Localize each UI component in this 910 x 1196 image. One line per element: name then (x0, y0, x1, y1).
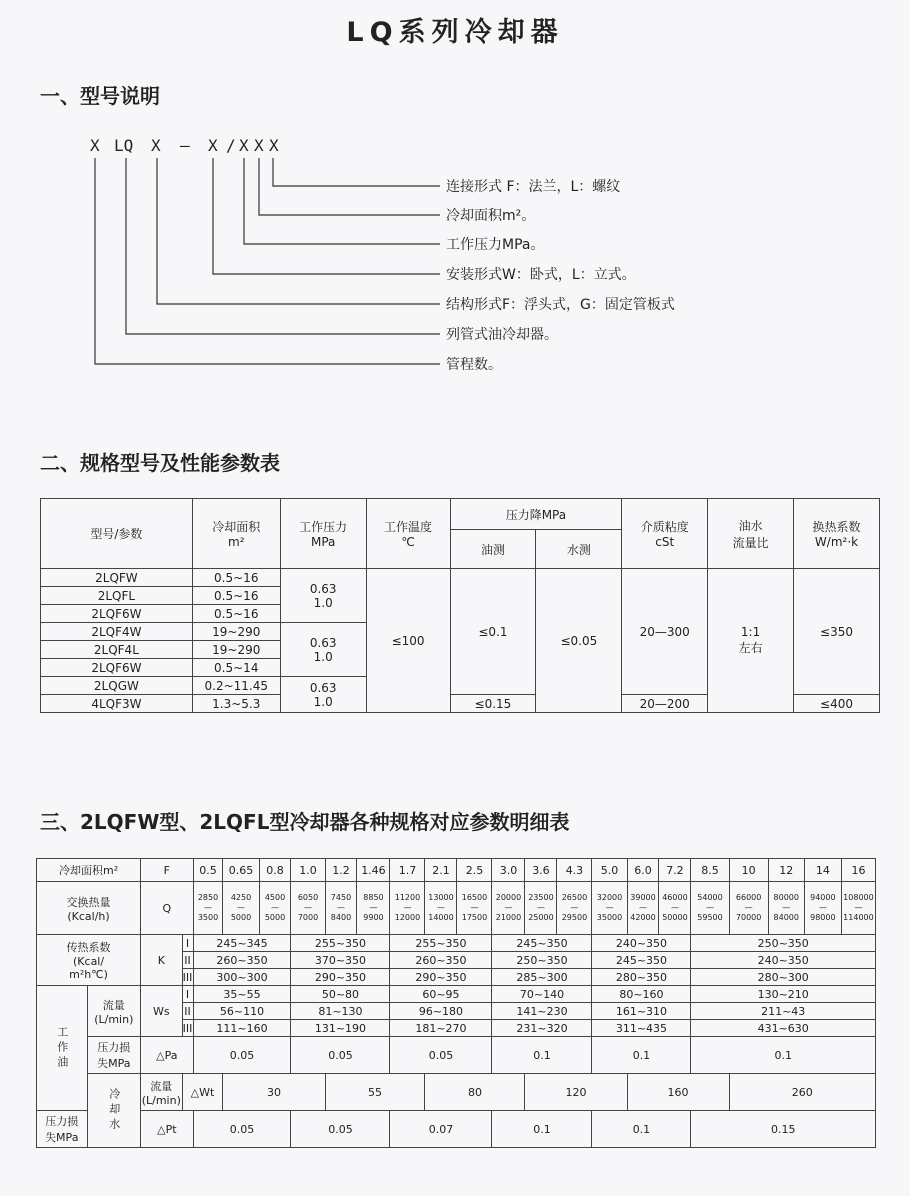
area-value: 7.2 (659, 859, 691, 882)
heat-range: 32000 — 35000 (592, 882, 627, 935)
code-part: X (239, 136, 249, 155)
area-value: 14 (804, 859, 841, 882)
area-value: 0.65 (223, 859, 259, 882)
k-value: 240~350 (592, 935, 691, 952)
code-part: X (208, 136, 218, 155)
header-visc: 介质粘度 cSt (622, 499, 708, 569)
area-cell: 0.2~11.45 (192, 677, 280, 695)
ws-value: 50~80 (291, 986, 390, 1003)
ws-value: 96~180 (390, 1003, 492, 1020)
pressure-cell: 0.63 1.0 (280, 623, 366, 677)
section2-heading: 二、规格型号及性能参数表 (40, 451, 280, 475)
k-value: 260~350 (193, 952, 291, 969)
wt-symbol: △Wt (182, 1074, 223, 1111)
oil-loss-label: 压力损 失MPa (87, 1037, 141, 1074)
pressure-cell: 0.63 1.0 (280, 677, 366, 713)
code-part: — (180, 136, 190, 155)
oil-drop-cell: ≤0.1 (450, 569, 536, 695)
k-value: 290~350 (390, 969, 492, 986)
area-cell: 0.5~14 (192, 659, 280, 677)
area-value: 5.0 (592, 859, 627, 882)
k-value: 245~350 (592, 952, 691, 969)
oil-drop-cell: ≤0.15 (450, 695, 536, 713)
section1-heading: 一、型号说明 (40, 84, 160, 108)
header-area: 冷却面积 m² (192, 499, 280, 569)
ws-value: 60~95 (390, 986, 492, 1003)
oil-group-label: 工作油 (37, 986, 88, 1111)
heat-range: 4250 — 5000 (223, 882, 259, 935)
pa-value: 0.05 (291, 1037, 390, 1074)
ratio-cell: 1:1 左右 (708, 569, 794, 713)
legend-type: 列管式油冷却器。 (446, 327, 558, 343)
code-part: X (254, 136, 264, 155)
pa-value: 0.05 (193, 1037, 291, 1074)
coef-cell: ≤350 (794, 569, 880, 695)
heat-range: 54000 — 59500 (691, 882, 729, 935)
heat-range: 6050 — 7000 (291, 882, 325, 935)
heat-range: 66000 — 70000 (729, 882, 768, 935)
area-value: 2.1 (425, 859, 457, 882)
code-part: X (90, 136, 100, 155)
area-value: 10 (729, 859, 768, 882)
k-value: 250~350 (691, 935, 876, 952)
k-value: 370~350 (291, 952, 390, 969)
heat-symbol: Q (141, 882, 193, 935)
heat-range: 23500 — 25000 (525, 882, 557, 935)
pt-value: 0.07 (390, 1111, 492, 1148)
pt-symbol: △Pt (141, 1111, 193, 1148)
legend-structure: 结构形式F：浮头式，G：固定管板式 (446, 297, 675, 313)
ws-value: 311~435 (592, 1020, 691, 1037)
heat-range: 46000 — 50000 (659, 882, 691, 935)
visc-cell: 20—200 (622, 695, 708, 713)
legend-area: 冷却面积m²。 (446, 208, 536, 224)
roman-numeral: III (182, 970, 193, 984)
k-value: 280~350 (592, 969, 691, 986)
section3-heading: 三、2LQFW型、2LQFL型冷却器各种规格对应参数明细表 (40, 810, 570, 834)
k-value: 285~300 (492, 969, 592, 986)
pt-value: 0.1 (492, 1111, 592, 1148)
area-value: 3.6 (525, 859, 557, 882)
model-cell: 2LQFL (41, 587, 193, 605)
roman-numeral: III (182, 1021, 193, 1035)
ws-value: 70~140 (492, 986, 592, 1003)
ws-value: 56~110 (193, 1003, 291, 1020)
water-flow-label: 流量 (L/min) (141, 1074, 182, 1111)
roman-numeral: I (182, 935, 193, 952)
ws-value: 181~270 (390, 1020, 492, 1037)
model-cell: 4LQF3W (41, 695, 193, 713)
water-drop-cell: ≤0.05 (536, 569, 622, 713)
legend-connection: 连接形式 F：法兰，L：螺纹 (446, 179, 621, 195)
pa-value: 0.05 (390, 1037, 492, 1074)
detail-table (36, 858, 876, 1148)
ws-value: 161~310 (592, 1003, 691, 1020)
spec-table (40, 498, 880, 713)
area-cell: 19~290 (192, 641, 280, 659)
heat-range: 11200 — 12000 (390, 882, 425, 935)
header-ratio: 油水 流量比 (708, 499, 794, 569)
area-value: 1.0 (291, 859, 325, 882)
heat-range: 39000 — 42000 (627, 882, 659, 935)
code-part: X (151, 136, 161, 155)
ws-value: 111~160 (193, 1020, 291, 1037)
model-cell: 2LQF6W (41, 659, 193, 677)
heat-range: 80000 — 84000 (768, 882, 804, 935)
pt-value: 0.1 (592, 1111, 691, 1148)
k-symbol: K (141, 935, 182, 986)
header-model: 型号/参数 (41, 499, 193, 569)
area-value: 8.5 (691, 859, 729, 882)
heat-label: 交换热量 (Kcal/h) (37, 882, 141, 935)
ws-symbol: Ws (141, 986, 182, 1037)
ws-value: 211~43 (691, 1003, 876, 1020)
k-label: 传热系数 (Kcal/ m²h℃) (37, 935, 141, 986)
area-value: 4.3 (557, 859, 592, 882)
heat-range: 2850 — 3500 (193, 882, 223, 935)
code-part: X (269, 136, 279, 155)
model-cell: 2LQGW (41, 677, 193, 695)
heat-range: 26500 — 29500 (557, 882, 592, 935)
temp-cell: ≤100 (366, 569, 450, 713)
heat-range: 8850 — 9900 (357, 882, 390, 935)
page-title: LQ系列冷却器 (346, 17, 564, 48)
coef-cell: ≤400 (794, 695, 880, 713)
k-value: 250~350 (492, 952, 592, 969)
header-drop: 压力降MPa (450, 499, 622, 530)
pressure-cell: 0.63 1.0 (280, 569, 366, 623)
area-value: 16 (841, 859, 875, 882)
legend-install: 安装形式W：卧式，L：立式。 (446, 267, 636, 283)
roman-numeral: II (182, 1003, 193, 1020)
k-value: 260~350 (390, 952, 492, 969)
header-oil: 油测 (450, 530, 536, 569)
area-cell: 0.5~16 (192, 587, 280, 605)
ws-value: 81~130 (291, 1003, 390, 1020)
k-value: 280~300 (691, 969, 876, 986)
heat-range: 94000 — 98000 (804, 882, 841, 935)
area-value: 1.46 (357, 859, 390, 882)
k-value: 245~345 (193, 935, 291, 952)
pa-value: 0.1 (592, 1037, 691, 1074)
ws-value: 131~190 (291, 1020, 390, 1037)
area-cell: 0.5~16 (192, 605, 280, 623)
pa-symbol: △Pa (141, 1037, 193, 1074)
model-cell: 2LQFW (41, 569, 193, 587)
ws-value: 141~230 (492, 1003, 592, 1020)
area-symbol: F (141, 859, 193, 882)
header-coef: 换热系数 W/m²·k (794, 499, 880, 569)
ws-value: 35~55 (193, 986, 291, 1003)
k-value: 245~350 (492, 935, 592, 952)
heat-range: 20000 — 21000 (492, 882, 525, 935)
area-value: 0.5 (193, 859, 223, 882)
area-value: 6.0 (627, 859, 659, 882)
k-value: 240~350 (691, 952, 876, 969)
heat-range: 7450 — 8400 (325, 882, 357, 935)
legend-pressure: 工作压力MPa。 (446, 237, 545, 253)
code-part: LQ (114, 136, 134, 155)
pa-value: 0.1 (691, 1037, 876, 1074)
k-value: 255~350 (390, 935, 492, 952)
area-cell: 1.3~5.3 (192, 695, 280, 713)
wt-value: 260 (729, 1074, 875, 1111)
water-loss-label: 压力损 失MPa (37, 1111, 88, 1148)
ws-value: 130~210 (691, 986, 876, 1003)
header-water: 水测 (536, 530, 622, 569)
area-value: 0.8 (259, 859, 291, 882)
k-value: 290~350 (291, 969, 390, 986)
wt-value: 160 (627, 1074, 729, 1111)
model-cell: 2LQF4W (41, 623, 193, 641)
roman-numeral: I (182, 986, 193, 1003)
k-value: 255~350 (291, 935, 390, 952)
model-cell: 2LQF4L (41, 641, 193, 659)
k-value: 300~300 (193, 969, 291, 986)
roman-numeral: II (182, 952, 193, 969)
heat-range: 16500 — 17500 (457, 882, 492, 935)
heat-range: 108000 — 114000 (841, 882, 875, 935)
pt-value: 0.05 (291, 1111, 390, 1148)
pt-value: 0.15 (691, 1111, 876, 1148)
oil-flow-label: 流量 (L/min) (87, 986, 141, 1037)
heat-range: 4500 — 5000 (259, 882, 291, 935)
header-temp: 工作温度 ℃ (366, 499, 450, 569)
legend-passes: 管程数。 (446, 357, 502, 373)
pa-value: 0.1 (492, 1037, 592, 1074)
wt-value: 55 (325, 1074, 425, 1111)
area-value: 3.0 (492, 859, 525, 882)
model-cell: 2LQF6W (41, 605, 193, 623)
ws-value: 80~160 (592, 986, 691, 1003)
water-group-label: 冷却水 (87, 1074, 141, 1148)
wt-value: 30 (223, 1074, 325, 1111)
area-label: 冷却面积m² (37, 859, 141, 882)
area-value: 2.5 (457, 859, 492, 882)
ws-value: 231~320 (492, 1020, 592, 1037)
heat-range: 13000 — 14000 (425, 882, 457, 935)
area-cell: 19~290 (192, 623, 280, 641)
wt-value: 80 (425, 1074, 525, 1111)
ws-value: 431~630 (691, 1020, 876, 1037)
visc-cell: 20—300 (622, 569, 708, 695)
area-value: 12 (768, 859, 804, 882)
code-part: / (226, 136, 236, 155)
wt-value: 120 (525, 1074, 627, 1111)
header-pressure: 工作压力 MPa (280, 499, 366, 569)
pt-value: 0.05 (193, 1111, 291, 1148)
area-value: 1.7 (390, 859, 425, 882)
area-value: 1.2 (325, 859, 357, 882)
area-cell: 0.5~16 (192, 569, 280, 587)
